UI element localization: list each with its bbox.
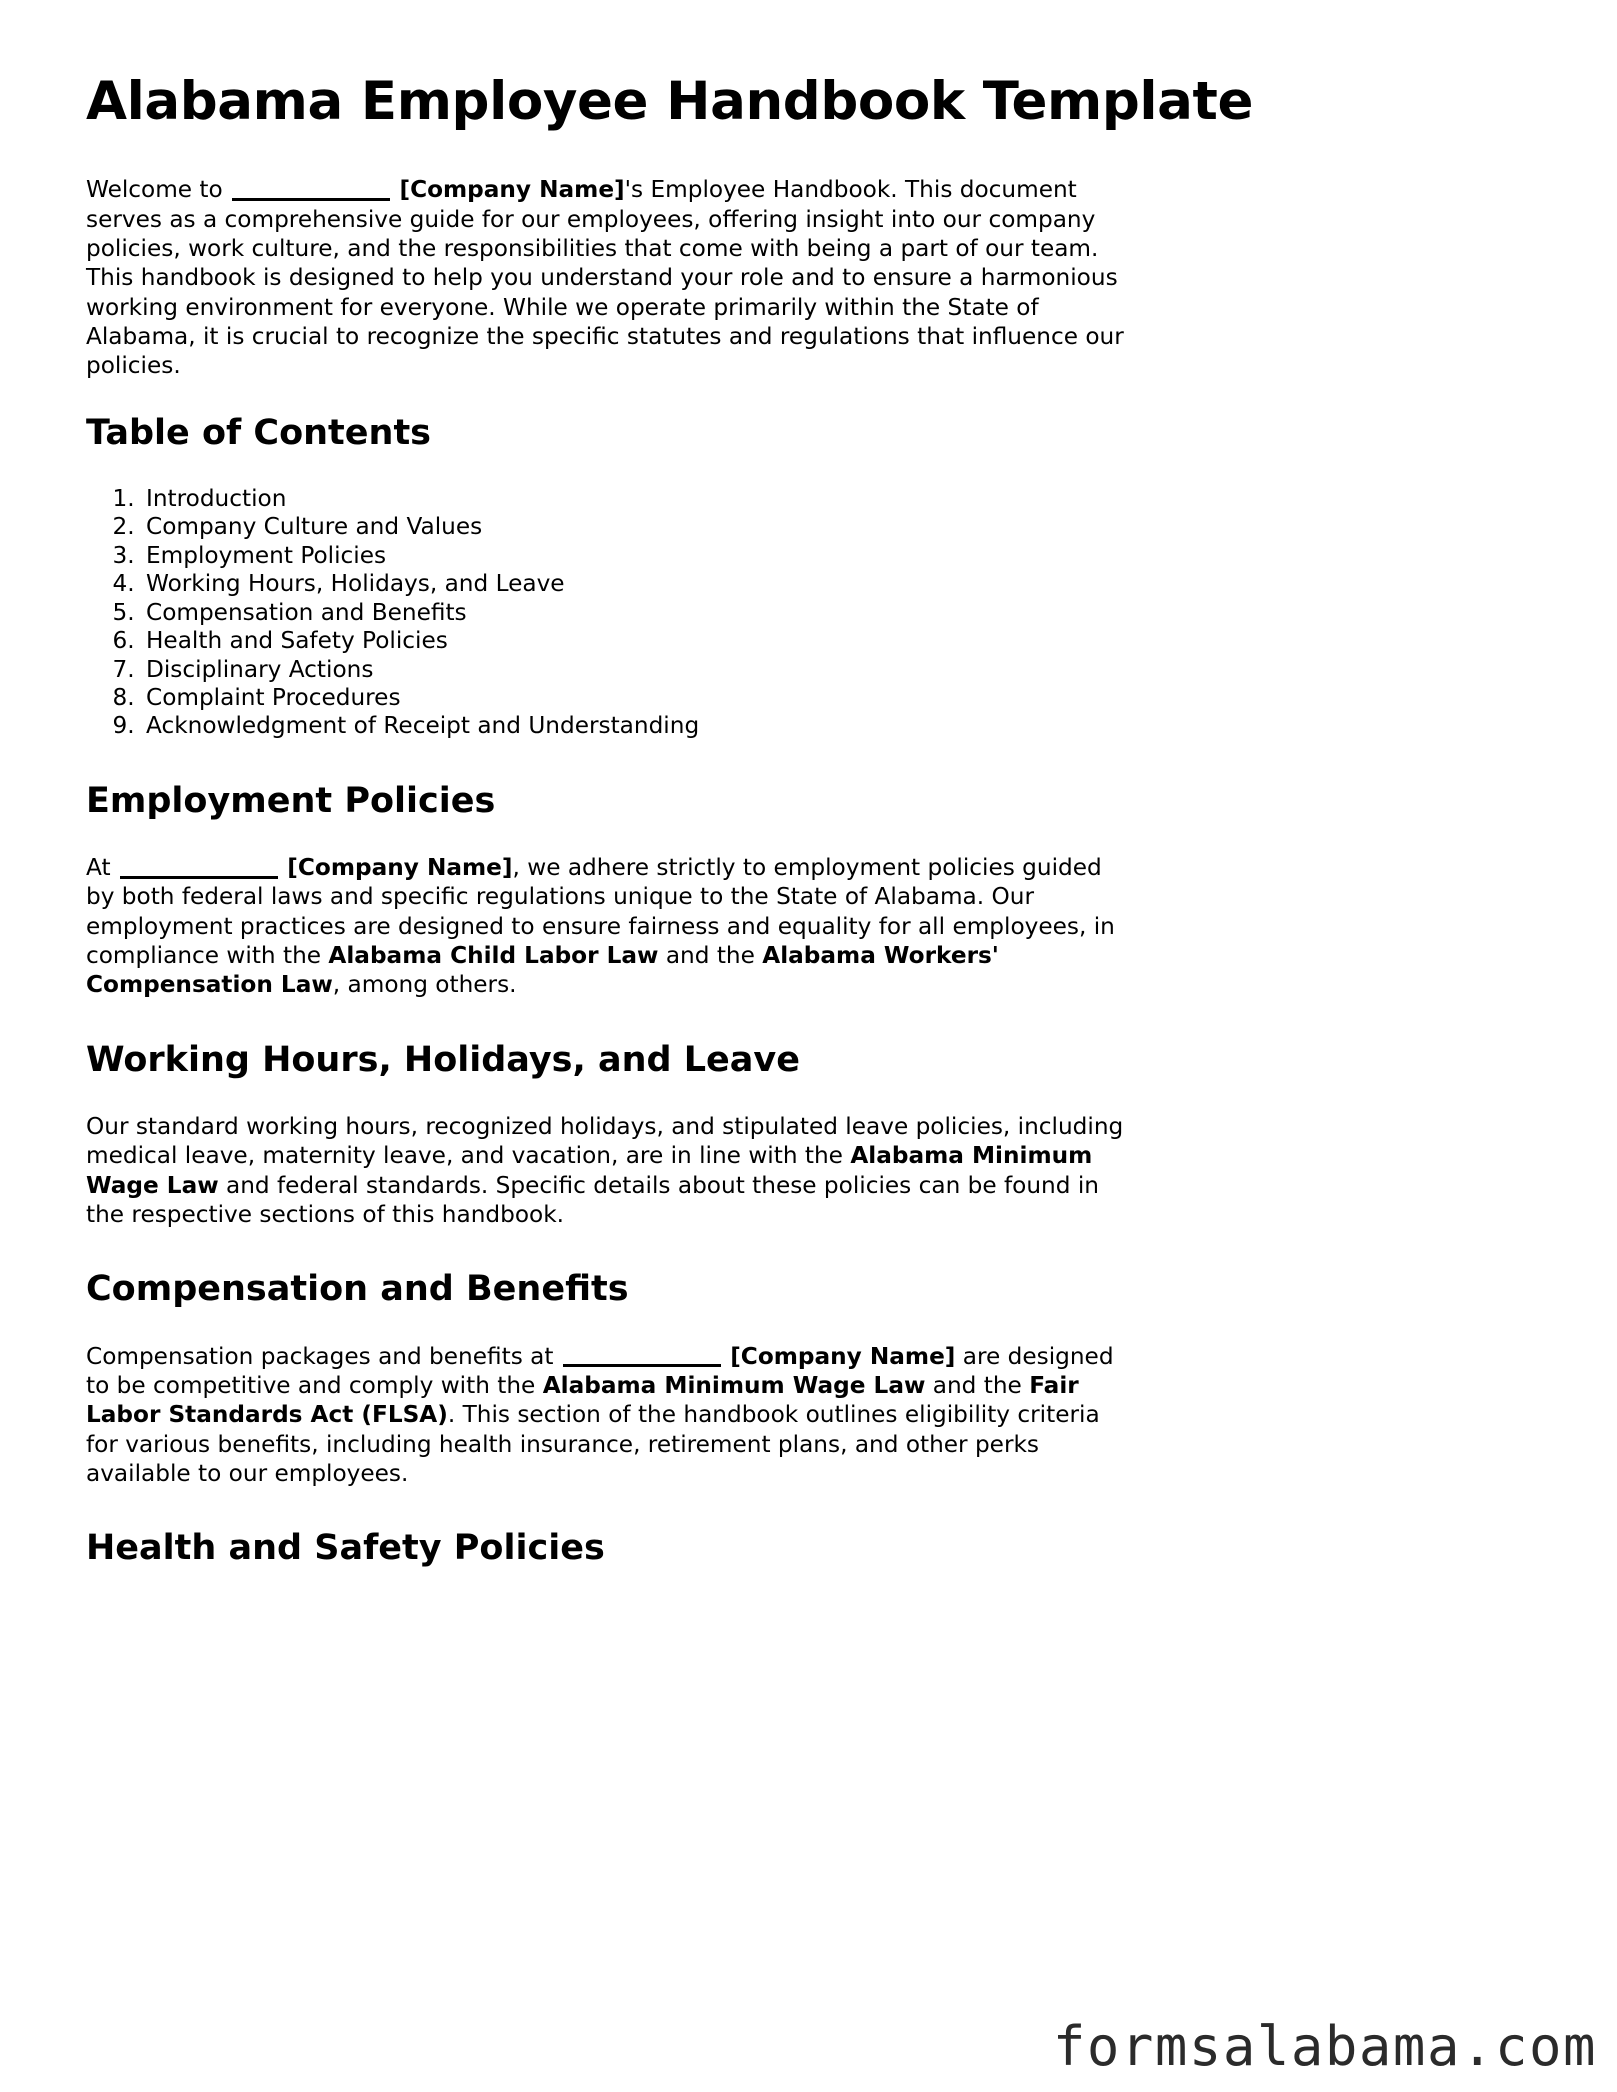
spacer xyxy=(86,1488,1132,1528)
list-item[interactable]: 4. Working Hours, Holidays, and Leave xyxy=(142,570,1132,598)
compensation-lead-text: Compensation packages and benefits at xyxy=(86,1342,561,1370)
law-reference-child-labor: Alabama Child Labor Law xyxy=(328,942,659,970)
employment-mid-text-2: and the xyxy=(658,942,763,970)
section-heading-employment-policies: Employment Policies xyxy=(86,780,496,821)
list-item[interactable]: 9. Acknowledgment of Receipt and Understanding xyxy=(142,712,1132,740)
company-name-blank-intro[interactable] xyxy=(232,177,390,201)
compensation-paragraph xyxy=(86,1342,1132,1489)
list-item[interactable]: 2. Company Culture and Values xyxy=(142,513,1132,541)
employment-mid-text-1: , we adhere strictly to employment policies guided by both federal laws and specific regulations unique to the State of Alabama. Our employment practices are designed to ensure fairness and equality for all employees, in compliance with the xyxy=(86,854,1115,970)
working-hours-lead-text: Our standard working hours, recognized holidays, and stipulated leave policies, including medical leave, maternity leave, and vacation, are in line with the xyxy=(86,1113,1124,1170)
table-of-contents-list xyxy=(86,485,1132,741)
spacer xyxy=(86,1080,1132,1112)
company-name-blank-employment[interactable] xyxy=(120,855,278,879)
list-item[interactable]: 6. Health and Safety Policies xyxy=(142,627,1132,655)
page-title: Alabama Employee Handbook Template xyxy=(86,71,1254,132)
company-name-placeholder-intro: [Company Name] xyxy=(399,176,625,204)
law-reference-flsa: Fair Labor Standards Act (FLSA) xyxy=(86,1372,1079,1429)
section-heading-working-hours: Working Hours, Holidays, and Leave xyxy=(86,1039,800,1080)
spacer xyxy=(86,1229,1132,1269)
section-heading-health-safety: Health and Safety Policies xyxy=(86,1528,605,1569)
compensation-mid-text-1: are designed to be competitive and comply with the xyxy=(86,1342,1114,1399)
employment-lead-text: At xyxy=(86,854,118,882)
intro-lead-text: Welcome to xyxy=(86,176,231,204)
company-name-placeholder-employment: [Company Name] xyxy=(287,854,513,882)
toc-heading: Table of Contents xyxy=(86,412,432,453)
law-reference-min-wage-2: Alabama Minimum Wage Law xyxy=(542,1372,926,1399)
law-reference-workers-comp: Alabama Workers' Compensation Law xyxy=(86,942,999,999)
compensation-tail-text: . This section of the handbook outlines eligibility criteria for various benefits, including health insurance, retirement plans, and other perks available to our employees. xyxy=(86,1401,1100,1488)
spacer xyxy=(86,1000,1132,1040)
list-item[interactable]: 5. Compensation and Benefits xyxy=(142,599,1132,627)
spacer xyxy=(86,741,1132,781)
employment-tail-text: , among others. xyxy=(332,971,517,999)
list-item[interactable]: 1. Introduction xyxy=(142,485,1132,513)
intro-paragraph xyxy=(86,175,1132,380)
working-hours-paragraph xyxy=(86,1112,1132,1229)
compensation-mid-text-2: and the xyxy=(925,1372,1030,1399)
company-name-placeholder-compensation: [Company Name] xyxy=(730,1342,956,1370)
spacer xyxy=(86,453,1132,485)
section-heading-compensation: Compensation and Benefits xyxy=(86,1269,629,1310)
law-reference-min-wage-1: Alabama Minimum Wage Law xyxy=(86,1142,1093,1199)
spacer xyxy=(86,821,1132,853)
working-hours-tail-text: and federal standards. Specific details about these policies can be found in the respective sections of this handbook. xyxy=(86,1171,1099,1229)
list-item[interactable]: 3. Employment Policies xyxy=(142,542,1132,570)
employment-policies-paragraph xyxy=(86,853,1132,1000)
company-name-blank-compensation[interactable] xyxy=(563,1343,721,1367)
watermark: formsalabama.com xyxy=(1052,2015,1597,2078)
intro-rest-text: 's Employee Handbook. This document serves as a comprehensive guide for our employees, offering insight into our company policies, work culture, and the responsibilities that come with being a part of our team. This handbook is designed to help you understand your role and to ensure a harmonious working environment for everyone. While we operate primarily within the State of Alabama, it is crucial to recognize the specific statutes and regulations that influence our policies. xyxy=(86,176,1124,380)
list-item[interactable]: 8. Complaint Procedures xyxy=(142,684,1132,712)
spacer xyxy=(86,1310,1132,1342)
spacer xyxy=(86,381,1132,413)
list-item[interactable]: 7. Disciplinary Actions xyxy=(142,656,1132,684)
